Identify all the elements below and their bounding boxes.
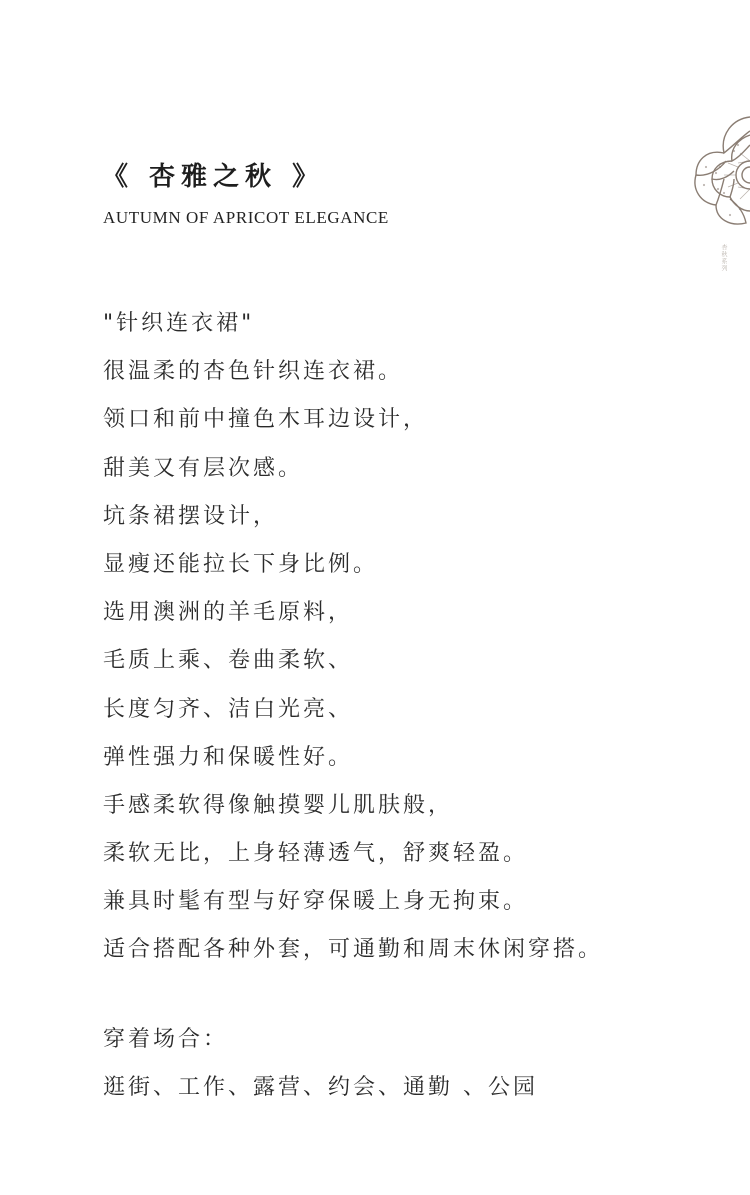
description-line: 柔软无比，上身轻薄透气，舒爽轻盈。 xyxy=(103,841,529,867)
occasion-value: 逛街、工作、露营、约会、通勤 、公园 xyxy=(103,1075,538,1100)
description-line: 显瘦还能拉长下身比例。 xyxy=(103,551,379,577)
description-line: 很温柔的杏色针织连衣裙。 xyxy=(103,359,404,385)
page-subtitle: AUTUMN OF APRICOT ELEGANCE xyxy=(103,208,389,227)
description-line: 兼具时髦有型与好穿保暖上身无拘束。 xyxy=(103,889,529,915)
description-line: 弹性强力和保暖性好。 xyxy=(103,744,354,770)
description-line: 坑条裙摆设计， xyxy=(103,503,279,529)
description-line: 长度匀齐、洁白光亮、 xyxy=(103,696,354,722)
description-line: 领口和前中撞色木耳边设计， xyxy=(103,407,429,433)
description-text xyxy=(103,300,723,975)
description-line: 毛质上乘、卷曲柔软、 xyxy=(103,648,354,674)
description-line: 选用澳洲的羊毛原料， xyxy=(103,600,354,626)
description-line: 甜美又有层次感。 xyxy=(103,455,304,481)
description-line: 适合搭配各种外套，可通勤和周末休闲穿搭。 xyxy=(103,937,604,963)
mandala-flower-icon xyxy=(690,105,750,265)
description-line: "针织连衣裙" xyxy=(103,311,255,336)
page-title: 《 杏雅之秋 》 xyxy=(102,162,325,192)
description-line: 手感柔软得像触摸婴儿肌肤般， xyxy=(103,792,454,818)
occasion-label: 穿着场合： xyxy=(103,1027,229,1052)
occasion-section xyxy=(103,1016,538,1112)
side-caption: 杏秋系列 xyxy=(720,244,727,272)
